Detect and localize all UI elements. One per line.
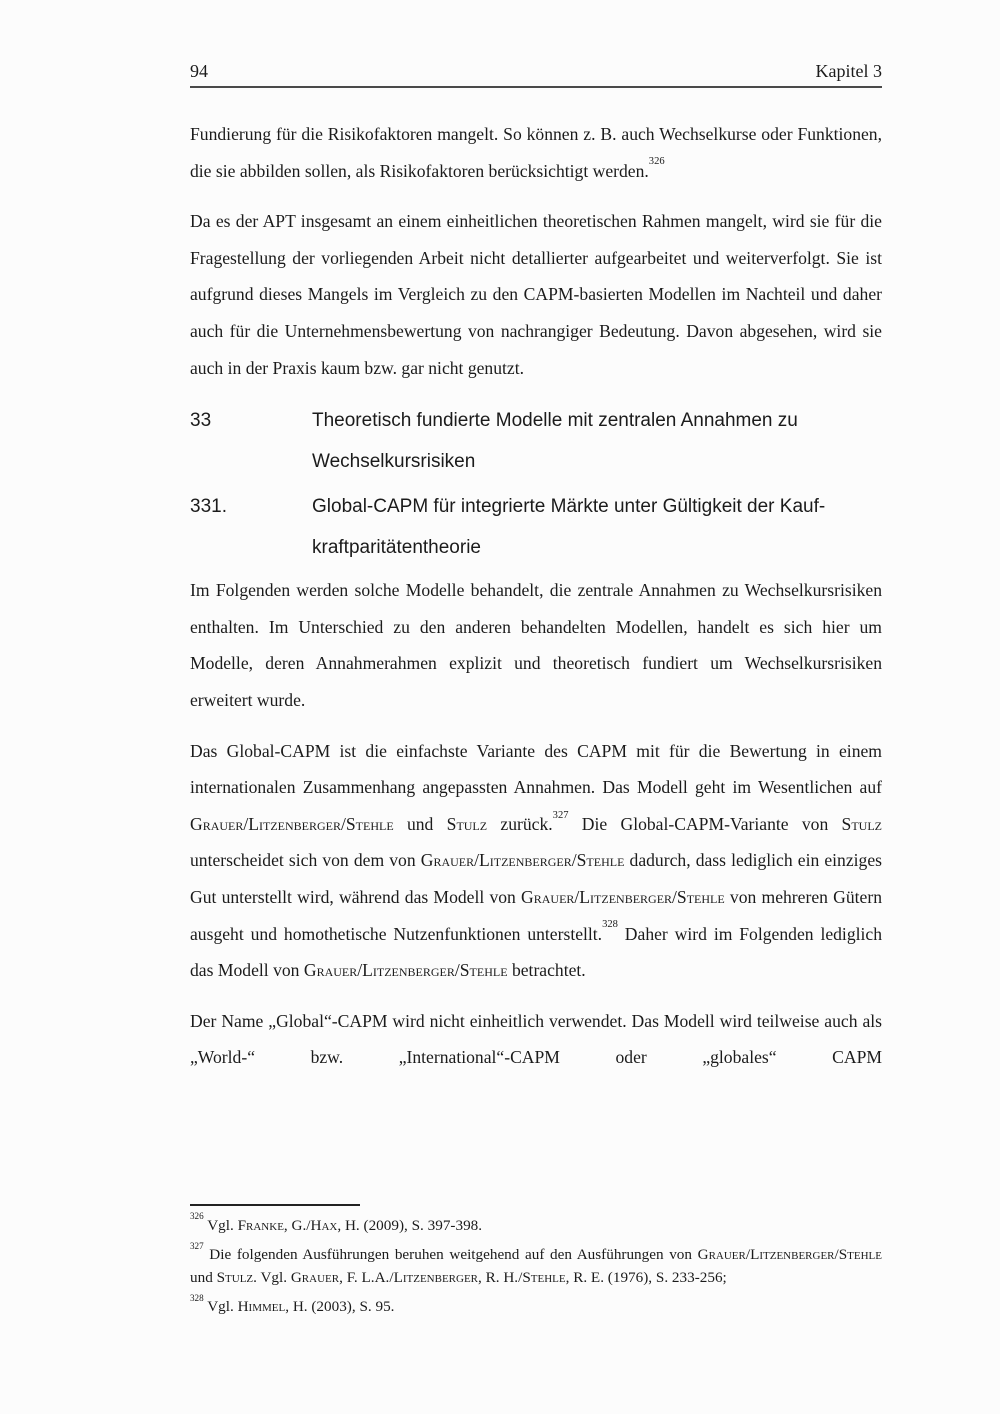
heading-text: Global-CAPM für integrierte Märkte unter Gültigkeit der Kauf- kraftparitätentheorie: [312, 496, 826, 559]
section-heading-331: [190, 486, 882, 568]
footnote-separator: [190, 1204, 360, 1206]
paragraph-apt: Da es der APT insgesamt an einem einheitlichen theoretischen Rahmen mangelt, wird sie für die Fragestellung der vorliegenden Arbeit nicht detallierter aufgearbeitet und weiterverfolgt. Sie ist aufgrund dieses Mangels im Vergleich zu den CAPM-basierten Modellen im Nachteil und daher auch für die Unternehmensbewertung von nachrangiger Bedeutung. Davon abgesehen, wird sie auch in der Praxis kaum bzw. gar nicht genutzt.: [190, 211, 882, 378]
footnotes-section: [190, 1204, 882, 1319]
paragraph-risikofaktoren: Fundierung für die Risikofaktoren mangelt. So können z. B. auch Wechselkurse oder Funktionen, die sie abbilden sollen, als Risikofaktoren berücksichtigt werden.$^{326}$: [190, 124, 882, 181]
heading-text: Theoretisch fundierte Modelle mit zentralen Annahmen zu Wechselkursrisiken: [312, 410, 798, 473]
paragraph-global-capm: Das Global-CAPM ist die einfachste Variante des CAPM mit für die Bewertung in einem internationalen Zusammenhang angepassten Annahmen. Das Modell geht im Wesentlichen auf Grauer/Litzenberger/Stehle und Stulz zurück.$^{327}$ Die Global-CAPM-Variante von Stulz unterscheidet sich von dem von Grauer/Litzenberger/Stehle dadurch, dass lediglich ein einziges Gut unterstellt wird, während das Modell von Grauer/Litzenberger/Stehle von mehreren Gütern ausgeht und homothetische Nutzenfunktionen unterstellt.$^{328}$ Daher wird im Folgenden lediglich das Modell von Grauer/Litzenberger/Stehle betrachtet.: [190, 740, 882, 981]
section-heading-33: [190, 400, 882, 482]
header-rule: [190, 86, 882, 88]
paragraph-der-name: Der Name „Global“-CAPM wird nicht einheitlich verwendet. Das Modell wird teilweise auch als „World-“ bzw. „International“-CAPM oder „globales“ CAPM: [190, 1010, 882, 1068]
page-number: 94: [190, 61, 208, 81]
footnote-326: $^{326}$ Vgl. Franke, G./Hax, H. (2009), S. 397-398.: [190, 1211, 483, 1234]
paragraph-im-folgenden: Im Folgenden werden solche Modelle behandelt, die zentrale Annahmen zu Wechselkursrisiken enthalten. Im Unterschied zu den anderen behandelten Modellen, handelt es sich hier um Modelle, deren Annahmerahmen explizit und theoretisch fundiert um Wechselkursrisiken erweitert wurde.: [190, 580, 882, 710]
footnote-328: $^{328}$ Vgl. Himmel, H. (2003), S. 95.: [190, 1292, 395, 1316]
chapter-label: Kapitel 3: [815, 61, 882, 81]
heading-number: 331.: [190, 496, 227, 518]
page-content: [190, 60, 882, 1090]
footnote-327: $^{327}$ Die folgenden Ausführungen beruhen weitgehend auf den Ausführungen von Grauer/Litzenberger/Stehle und Stulz. Vgl. Grauer, F. L.A./Litzenberger, R. H./Stehle, R. E. (1976), S. 233-256;: [190, 1240, 882, 1286]
page-header: [190, 60, 882, 82]
heading-number: 33: [190, 410, 212, 432]
